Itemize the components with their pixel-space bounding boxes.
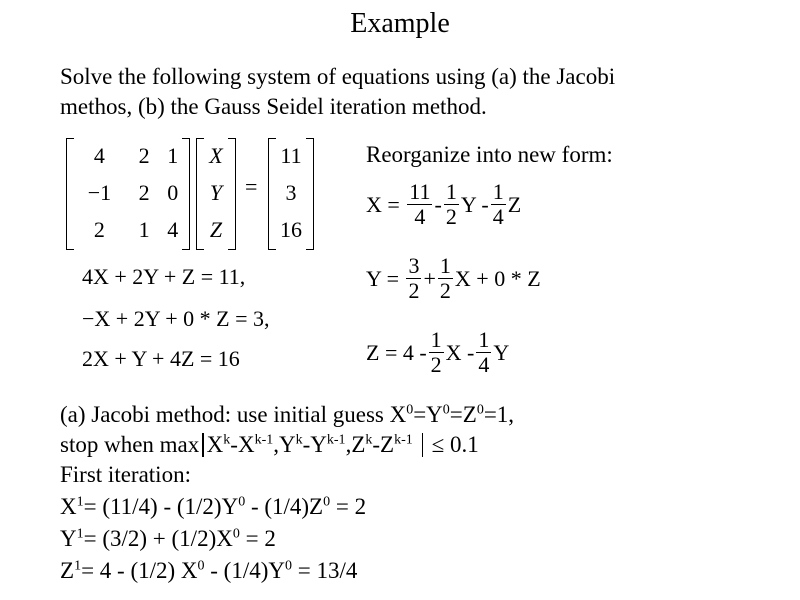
vector-cell: X (209, 143, 223, 169)
reorganize-label: Reorganize into new form: (366, 142, 613, 167)
equation-3: 2X + Y + 4Z = 16 (82, 346, 240, 371)
matrix-row (69, 211, 187, 248)
reorg-lhs: Z = 4 - (366, 339, 427, 365)
matrix-cell: 4 (93, 143, 105, 169)
z1-computation: $Z^1= 4 - (1/2)$ $X^0 - (1/4)Y^0 = 13/4$ (60, 558, 358, 583)
vector-cell: Z (209, 216, 223, 242)
equation-1: 4X + 2Y + Z = 11, (82, 264, 246, 289)
reorg-x-equation: X = $\frac{11}{4}$ - $\frac{1}{2}$ Y - $\frac{1}{4}$ Z (366, 179, 522, 229)
vector-cell: 3 (285, 179, 297, 205)
vector-cell: 11 (280, 143, 302, 169)
fraction: $\frac{1}{2}$ (430, 327, 442, 377)
matrix-row (69, 138, 187, 175)
fraction: $\frac{1}{4}$ (478, 327, 490, 377)
jacobi-stop-criterion: stop when $\max X^k-X^{k-1},Y^k-Y^{k-1},Z^k-Z^{k-1} \le 0.1$ (60, 432, 479, 457)
fraction: $\frac{1}{2}$ (439, 253, 451, 303)
equation-2: −X + 2Y + 0 * Z = 3, (82, 306, 270, 331)
constants-vector (268, 138, 314, 248)
y1-computation: $Y^1= (3/2) + (1/2)X^0 = 2$ (60, 526, 276, 551)
vector-cell: 16 (280, 216, 302, 242)
matrix-equals: = (245, 174, 258, 199)
coefficient-matrix (66, 138, 190, 248)
reorg-z-equation: Z = 4 - $\frac{1}{2}$ X - $\frac{1}{4}$ Y (366, 327, 510, 377)
problem-line-2: methos, (b) the Gauss Seidel iteration method. (60, 94, 487, 119)
vector-cell: Y (209, 179, 223, 205)
reorg-lhs: Y = (366, 265, 399, 291)
x1-computation: $X^1= (11/4) - (1/2)Y^0 - (1/4)Z^0 = 2$ (60, 494, 367, 519)
fraction: $\frac{1}{4}$ (492, 179, 504, 229)
fraction: $\frac{3}{2}$ (408, 253, 420, 303)
unknowns-vector (196, 138, 236, 248)
slide-title: Example (350, 8, 450, 39)
matrix-cell: 2 (138, 179, 150, 205)
reorg-lhs: X = (366, 191, 400, 217)
fraction: $\frac{11}{4}$ (409, 179, 431, 229)
matrix-cell: 2 (138, 143, 150, 169)
matrix-cell: 2 (93, 216, 105, 242)
matrix-cell: 1 (138, 216, 150, 242)
matrix-cell: 0 (167, 179, 179, 205)
first-iteration-label: First iteration: (60, 462, 191, 487)
matrix-cell: −1 (87, 179, 112, 205)
problem-line-1: Solve the following system of equations using (a) the Jacobi (60, 64, 616, 89)
fraction: $\frac{1}{2}$ (445, 179, 457, 229)
matrix-cell: 4 (167, 216, 179, 242)
problem-statement (60, 62, 615, 122)
matrix-cell: 1 (167, 143, 179, 169)
reorg-y-equation: Y = $\frac{3}{2}$ + $\frac{1}{2}$ X + 0 * Z (366, 253, 541, 303)
matrix-row (69, 175, 187, 212)
jacobi-initial-guess: (a) Jacobi method: use initial guess $X^0=Y^0=Z^0=1$, (60, 402, 515, 427)
